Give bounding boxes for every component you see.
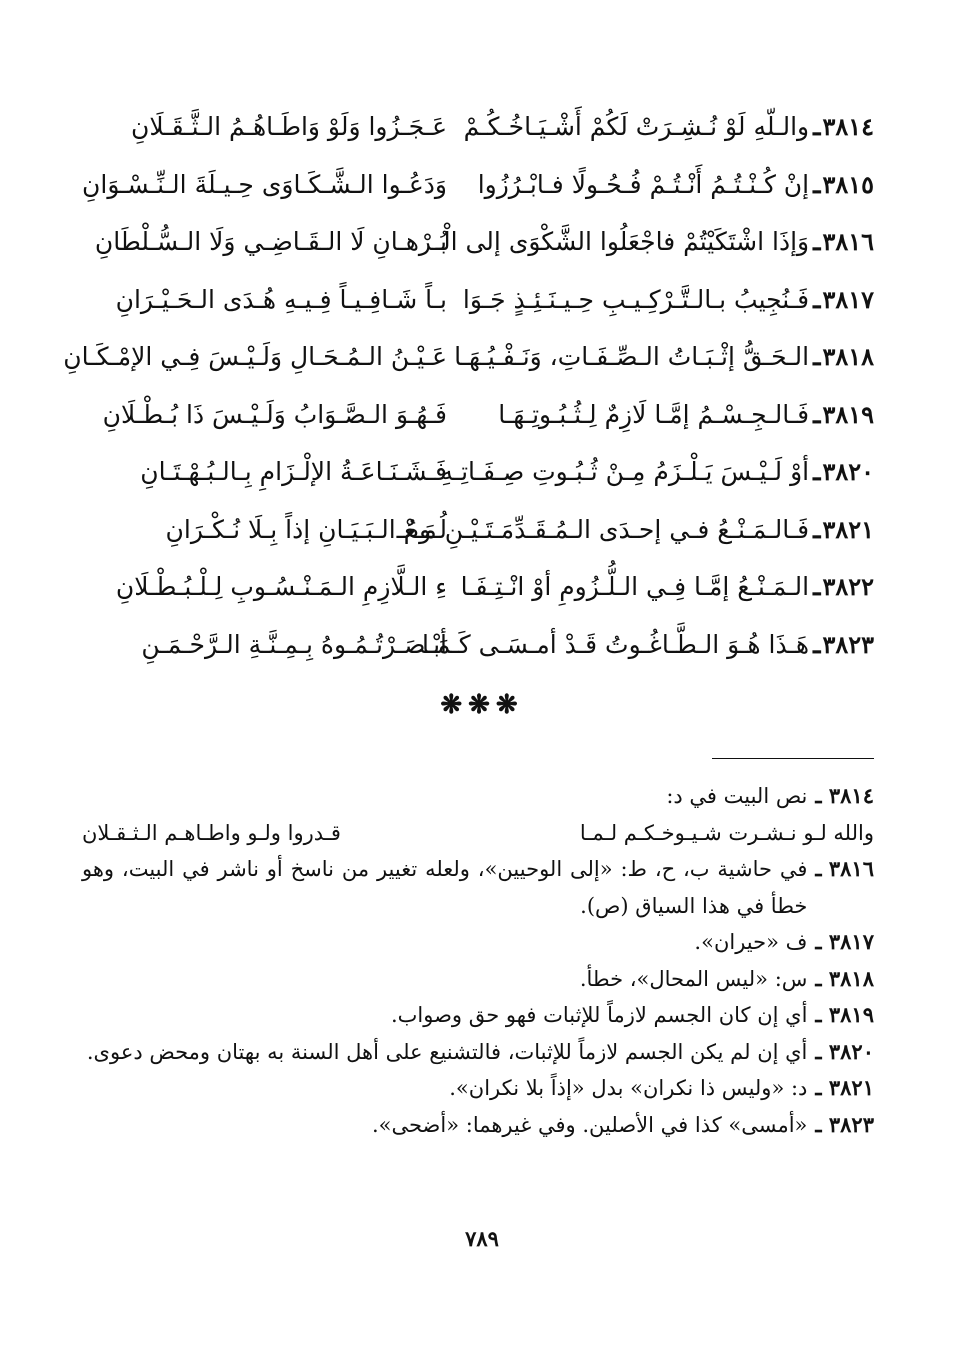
- verse-number: ٣٨١٩: [822, 399, 874, 429]
- footnote-item: [82, 1107, 874, 1144]
- footnote-item: [82, 1070, 874, 1107]
- verse-first-hemistich: ٣٨١٥ ـ إنْ كُـنْـتُـمُ أَنْـتُـمْ فُـحُـولًا فـابْـرُزُوا: [477, 169, 874, 199]
- verse-sadr-text: فَـالـمَـنْـعُ فـي إحـدَى الـمُـقَـدِّمَـتَـيْـنِ مَـعْـ: [396, 514, 810, 544]
- verse-second-hemistich: بُـرْهـانِ لَا الـقَـاضِـي وَلَا الـسُّـلْطَانِ: [94, 227, 447, 257]
- footnote-text: د: «وليس ذا نكران» بدل «إذاً بلا نكران».: [449, 1076, 808, 1100]
- footnote-text: نص البيت في د:: [666, 784, 808, 808]
- footnote-number: ٣٨٢٠ ـ: [815, 1038, 874, 1064]
- verse-sadr-text: فَـنُجِيبُ بـالـتَّـرْكِـيـبِ حِـيـنَـئِـذٍ جَـوَا: [462, 284, 810, 314]
- footnote-number: ٣٨١٨ ـ: [815, 965, 874, 991]
- verse-number: ٣٨١٨: [822, 342, 874, 372]
- verse-second-hemistich: فَـهُـوَ الـصَّـوَابُ وَلَـيْـسَ ذَا بُـطْـلَانِ: [102, 399, 447, 429]
- footnotes: [82, 778, 874, 1143]
- footnote-text: أي إن لم يكن الجسم لازماً للإثبات، فالتشنيع على أهل السنة به بهتان ومحض دعوى.: [86, 1039, 808, 1064]
- verse-row: [82, 443, 874, 501]
- footnote-text: في حاشية ب، ح، ط: «إلى الوحيين»، ولعله تغيير من ناسخ أو ناشر في البيت، وهو خطأ في هذا السياق (ص).: [82, 857, 808, 918]
- page-number: ٧٨٩: [465, 1226, 499, 1251]
- verse-first-hemistich: ٣٨١٨ ـ الـحَـقُّ إثْـبَـاتُ الـصِّـفَـاتِ، وَنَـفْـيُـهَـا: [454, 342, 874, 372]
- verse-row: [63, 328, 874, 386]
- verse-row: [82, 386, 874, 444]
- verse-number: ٣٨١٦: [822, 227, 874, 257]
- verse-sadr-text: والـلّهِ لَوْ نُـشِـرَتْ لَكُمْ أَشْـيَـاخُـكُـمْ: [463, 112, 810, 142]
- footnote-number: ٣٨٢١ ـ: [815, 1075, 874, 1100]
- verse-first-hemistich: ٣٨١٩ ـ فَـالـجِـسْـمُ إمَّـا لَازِمٌ لِـثُـبُـوتِـهَـا: [498, 399, 874, 429]
- verse-row: [82, 98, 874, 156]
- verse-first-hemistich: ٣٨١٦ ـ وَإذَا اشْتَكَيْتُمْ فاجْعَلُوا الشَّكْوَى إلى الْـ: [435, 227, 874, 257]
- verse-second-hemistich: عَـيْـنُ الـمُـحَـالِ وَلَـيْـسَ فِـي الإمْـكَـانِ: [63, 342, 447, 372]
- footnote-item: [82, 778, 874, 815]
- verse-number: ٣٨٢٠: [822, 457, 874, 487]
- verse-first-hemistich: ٣٨٢١ ـ فَـالـمَـنْـعُ فـي إحـدَى الـمُـقَـدِّمَـتَـيْـنِ مَـعْـ: [396, 514, 874, 544]
- verse-number: ٣٨٢١: [822, 514, 874, 544]
- footnote-text: أي إن كان الجسم لازماً للإثبات فهو حق وصواب.: [390, 1003, 808, 1027]
- footnote-text: ف «حيران».: [694, 930, 808, 954]
- verse-second-hemistich: وَدَعُـوا الـشَّـكَـاوَى حِـيـلَةَ الـنِّـسْـوَانِ: [82, 169, 447, 199]
- footnote-item: [82, 961, 874, 998]
- footnote-number: ٣٨١٤ ـ: [815, 783, 874, 808]
- footnote-text: «أمسى» كذا في الأصلين. وفي غيرهما: «أضحى».: [371, 1112, 808, 1137]
- verse-sadr-text: هَـذَا هُـوَ الـطَّـاغُـوتُ قَـدْ أمـسَـى كَـمَـا: [422, 629, 810, 659]
- verse-number: ٣٨١٥: [822, 169, 874, 199]
- verse-sadr-text: فَـالـجِـسْـمُ إمَّـا لَازِمٌ لِـثُـبُـوتِـهَـا: [498, 399, 810, 429]
- verse-row: [82, 271, 874, 329]
- footnote-item: [82, 924, 874, 961]
- footnote-text: س: «ليس المحال»، خطأ.: [579, 966, 808, 991]
- verse-row: [82, 156, 874, 214]
- footnote-item: [82, 997, 874, 1034]
- section-separator: ❋❋❋: [440, 690, 524, 720]
- footnote-item: [82, 1034, 874, 1071]
- verse-first-hemistich: ٣٨٢٠ ـ أوْ لَـيْـسَ يَـلْـزَمُ مِـنْ ثُـبُـوتِ صِـفَـاتِـهِ: [440, 457, 874, 487]
- verse-sadr-text: أوْ لَـيْـسَ يَـلْـزَمُ مِـنْ ثُـبُـوتِ صِـفَـاتِـهِ: [440, 457, 810, 487]
- verse-row: [82, 616, 874, 674]
- footnote-number: ٣٨١٦ ـ: [815, 856, 874, 881]
- footnote-number: ٣٨١٧ ـ: [815, 929, 874, 954]
- verse-first-hemistich: ٣٨٢٢ ـ الـمَـنْـعُ إمَّـا فِـي الـلُّـزُومِ أوْ انْـتِـفَـا: [460, 572, 874, 602]
- quoted-verse-second-half: قـدروا ولـو واطـاهـم الـثـقـلان: [82, 820, 341, 845]
- verse-number: ٣٨١٤: [822, 112, 874, 142]
- verse-number: ٣٨٢٢: [822, 572, 874, 602]
- poem-verses: [63, 98, 874, 673]
- verse-row: [82, 558, 874, 616]
- verse-number: ٣٨٢٣: [822, 629, 874, 659]
- verse-second-hemistich: فَـشَـنَـاعَـةُ الإلْـزَامِ بِـالـبُـهْـتَـانِ: [140, 457, 447, 487]
- verse-sadr-text: إنْ كُـنْـتُـمُ أَنْـتُـمْ فُـحُـولًا فـابْـرُزُوا: [477, 169, 810, 199]
- verse-second-hemistich: بـاً شَـافِـيـاً فِـيـهِ هُـدَى الـحَـيْـرَانِ: [115, 284, 447, 314]
- verse-second-hemistich: ءِ الـلَّازِمِ الـمَـنْـسُـوبِ لِـلْـبُـطْـلَانِ: [115, 572, 447, 602]
- verse-row: [82, 213, 874, 271]
- footnote-number: ٣٨٢٣ ـ: [815, 1111, 874, 1137]
- verse-second-hemistich: لُـومُ الـبَـيَـانِ إذاً بِـلَا نُـكْـرَانِ: [165, 514, 447, 544]
- verse-second-hemistich: أبْـصَـرْتُـمُـوهُ بِـمِـنَّـةِ الـرَّحْـمَـنِ: [141, 629, 447, 659]
- footnote-quoted-verse: [82, 815, 874, 852]
- verse-second-hemistich: عَـجَـزُوا وَلَوْ وَاطَـاهُـمُ الـثَّـقَـلَانِ: [131, 112, 447, 142]
- verse-first-hemistich: ٣٨١٤ ـ والـلّهِ لَوْ نُـشِـرَتْ لَكُمْ أَشْـيَـاخُـكُـمْ: [463, 112, 874, 142]
- verse-row: [82, 501, 874, 559]
- verse-sadr-text: وَإذَا اشْتَكَيْتُمْ فاجْعَلُوا الشَّكْوَى إلى الْـ: [435, 227, 810, 257]
- verse-number: ٣٨١٧: [822, 284, 874, 314]
- quoted-verse-first-half: والله لـو نـشـرت شـيـوخـكـم لـمـا: [579, 820, 874, 845]
- footnote-number: ٣٨١٩ ـ: [815, 1002, 874, 1027]
- verse-sadr-text: الـمَـنْـعُ إمَّـا فِـي الـلُّـزُومِ أوْ انْـتِـفَـا: [460, 572, 810, 602]
- verse-sadr-text: الـحَـقُّ إثْـبَـاتُ الـصِّـفَـاتِ، وَنَـفْـيُـهَـا: [454, 342, 810, 372]
- footnote-item: [82, 851, 874, 924]
- verse-first-hemistich: ٣٨٢٣ ـ هَـذَا هُـوَ الـطَّـاغُـوتُ قَـدْ أمـسَـى كَـمَـا: [422, 629, 874, 659]
- footnote-rule: [712, 758, 874, 759]
- verse-first-hemistich: ٣٨١٧ ـ فَـنُجِيبُ بـالـتَّـرْكِـيـبِ حِـيـنَـئِـذٍ جَـوَا: [462, 284, 874, 314]
